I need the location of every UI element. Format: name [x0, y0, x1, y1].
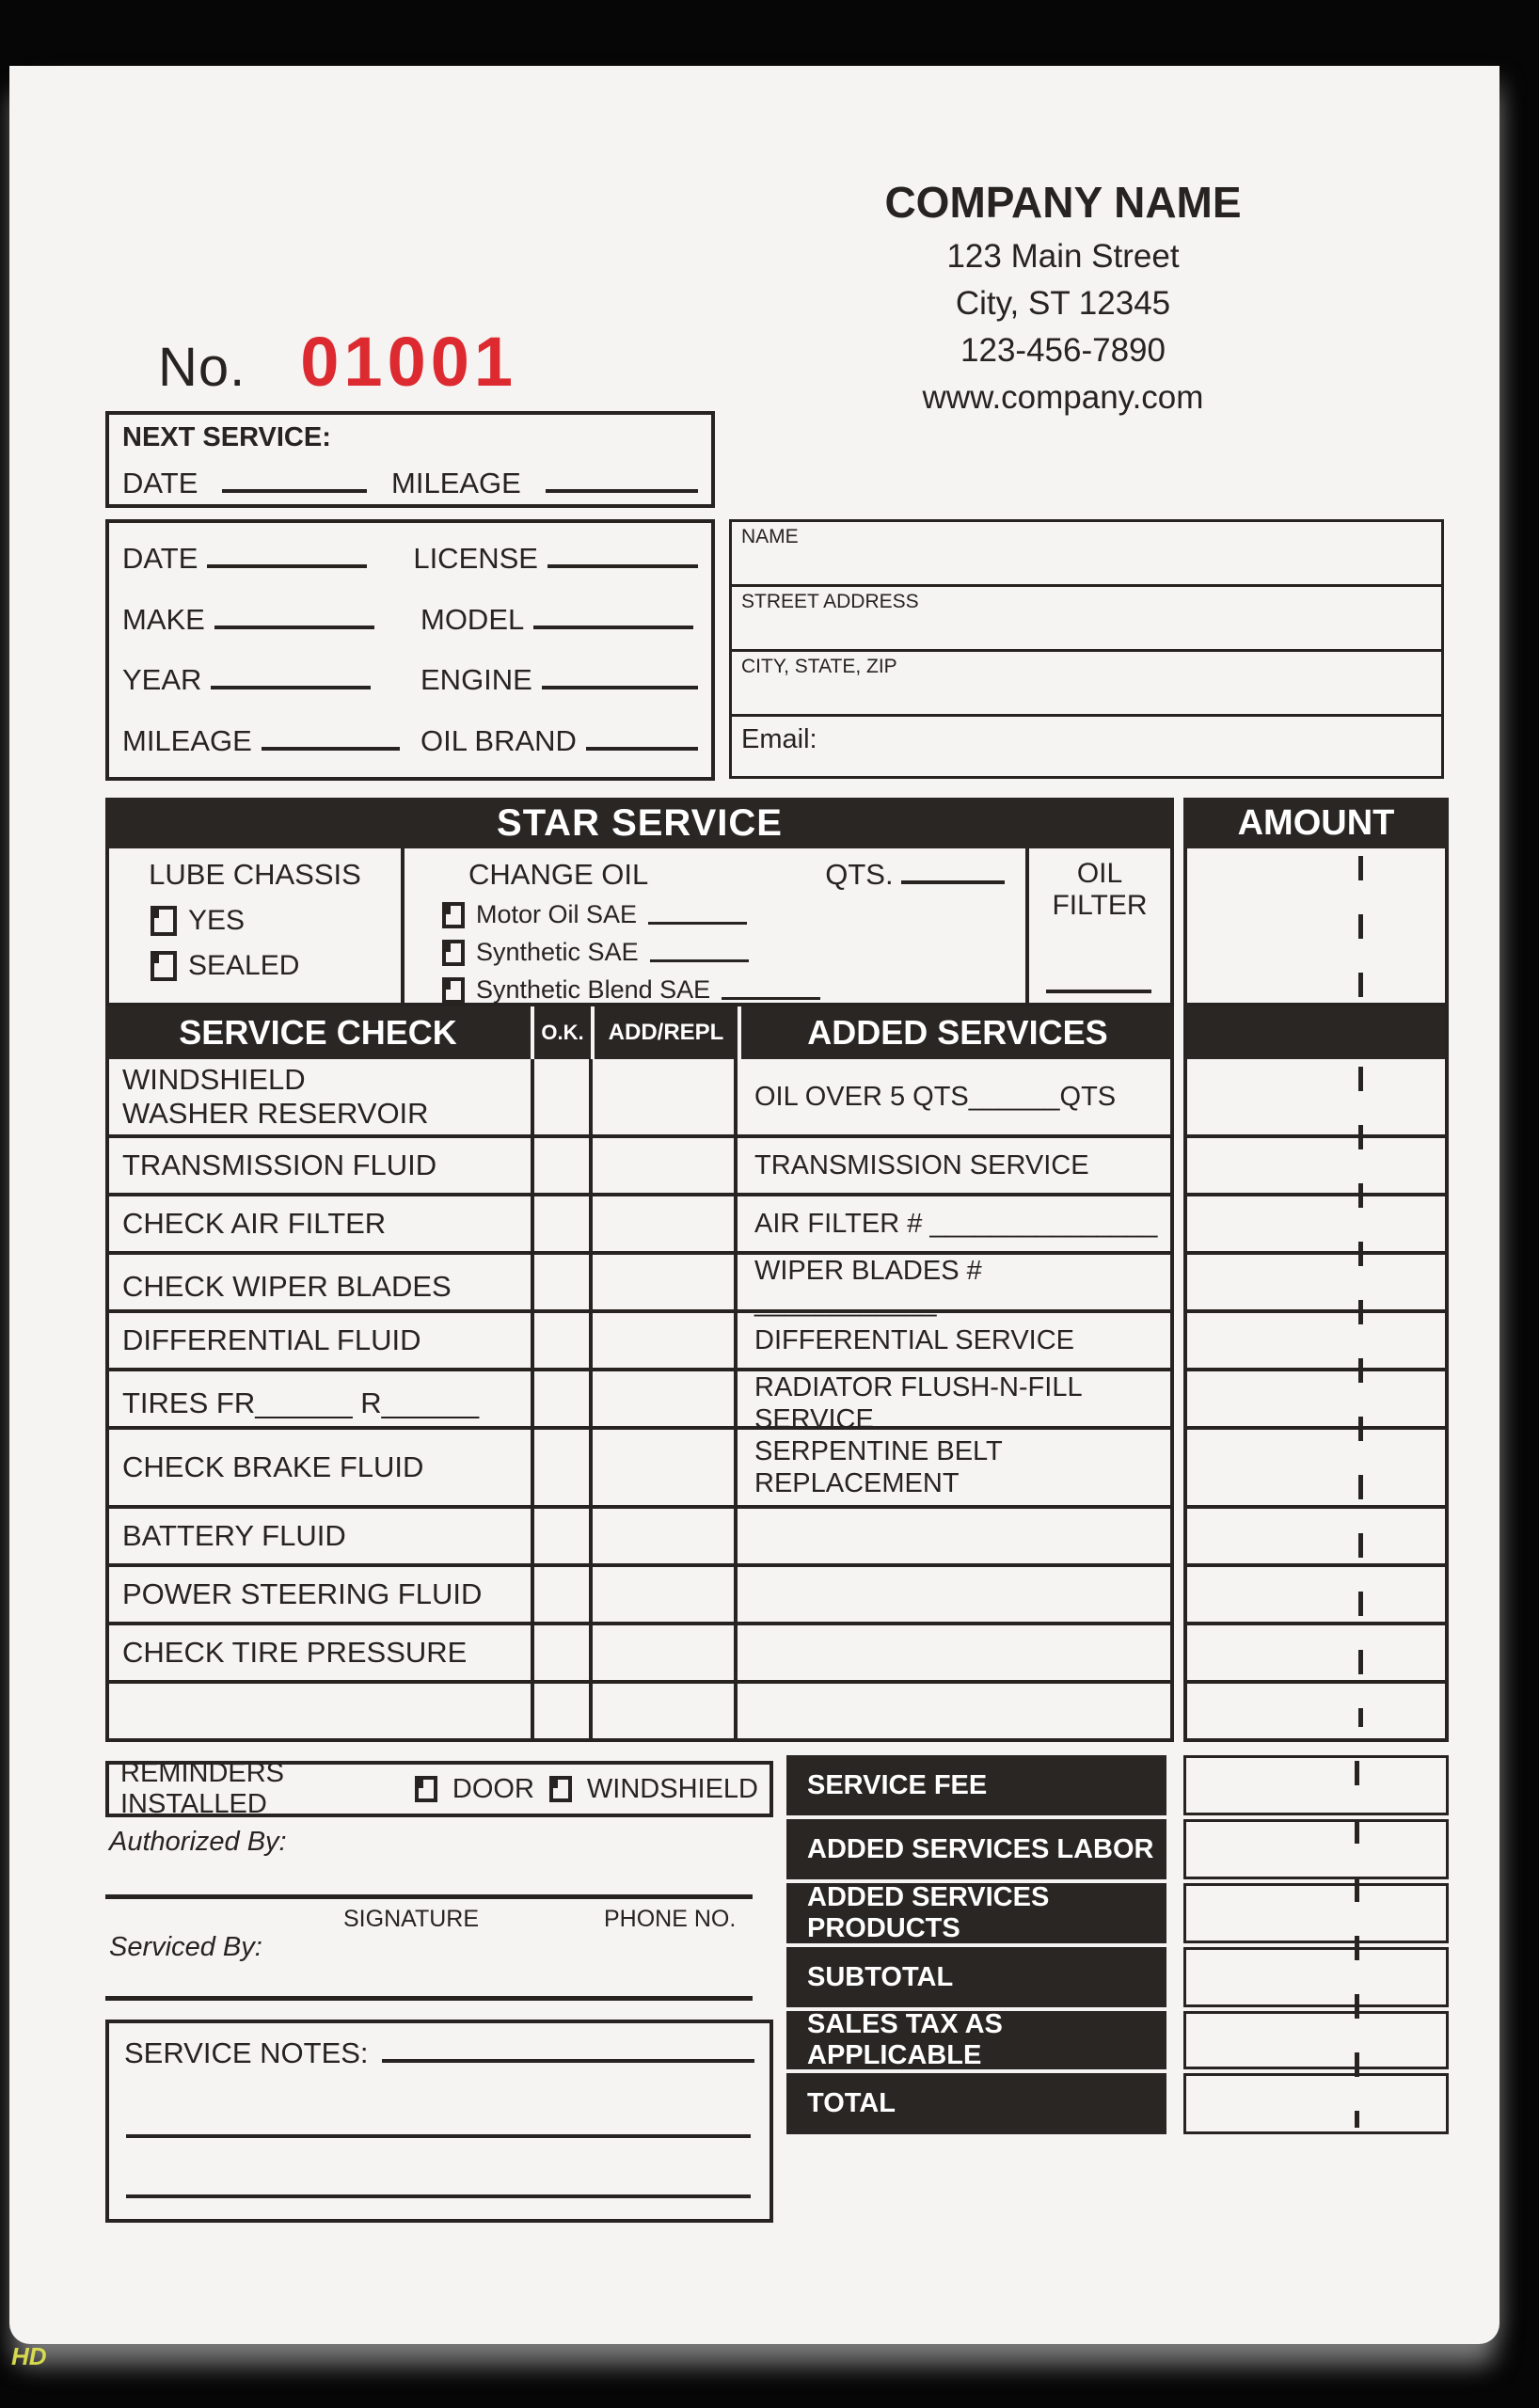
amount-cell: [1187, 1371, 1445, 1430]
customer-street-cell: STREET ADDRESS: [729, 584, 1444, 649]
added-service-label: [738, 1567, 1170, 1622]
next-service-date-field: [222, 468, 367, 493]
table-row: [109, 1509, 1170, 1567]
ok-cell: [534, 1567, 593, 1622]
amount-cell: [1187, 1138, 1445, 1196]
vehicle-engine-field: [542, 665, 698, 689]
qts-field: [901, 860, 1005, 884]
ticket-number-label: No.: [158, 337, 246, 398]
lube-chassis-title: LUBE CHASSIS: [149, 858, 361, 891]
check-item-label: BATTERY FLUID: [109, 1509, 534, 1563]
vehicle-year-field: [211, 665, 371, 689]
synthetic-field: [650, 943, 749, 962]
added-service-label: SERPENTINE BELT REPLACEMENT: [754, 1436, 1003, 1498]
ok-cell: [534, 1059, 593, 1134]
ok-cell: [534, 1371, 593, 1435]
add-repl-cell: [593, 1567, 738, 1622]
vehicle-date-field: [207, 544, 367, 568]
next-service-mileage-label: MILEAGE: [391, 467, 521, 499]
table-row: [109, 1138, 1170, 1196]
vehicle-row: [122, 650, 698, 711]
add-repl-cell: [593, 1059, 738, 1134]
amount-header-band: [1187, 1006, 1445, 1059]
notes-line: [126, 2194, 751, 2198]
next-service-date-label: DATE: [122, 467, 198, 499]
check-item-label: DIFFERENTIAL FLUID: [109, 1313, 534, 1368]
motor-oil-checkbox: [442, 902, 465, 928]
table-row: [109, 1059, 1170, 1138]
total-row-label: SERVICE FEE: [786, 1755, 1166, 1815]
totals-labels: [786, 1755, 1166, 2134]
serviced-by-label: Serviced By:: [109, 1932, 262, 1962]
hd-watermark: HD: [11, 2342, 47, 2370]
vehicle-oil-brand-field: [586, 726, 698, 751]
total-row-label: SALES TAX AS APPLICABLE: [786, 2011, 1166, 2069]
table-row: [109, 1313, 1170, 1371]
total-amount-cell: [1183, 2011, 1449, 2069]
table-row: [109, 1196, 1170, 1255]
added-service-label: RADIATOR FLUSH-N-FILL SERVICE: [754, 1372, 1082, 1434]
door-checkbox: [415, 1776, 437, 1802]
service-notes-field: [382, 2038, 754, 2063]
notes-line: [126, 2134, 751, 2138]
vehicle-info-box: [105, 519, 715, 781]
ticket-number-row: [158, 322, 517, 402]
total-amount-cell: [1183, 1755, 1449, 1815]
service-notes-box: [105, 2020, 773, 2223]
total-amount-cell: [1183, 2073, 1449, 2134]
check-item-label: TIRES FR______ R______: [109, 1371, 534, 1435]
company-website: www.company.com: [922, 379, 1204, 416]
synthetic-checkbox: [442, 940, 465, 966]
motor-oil-label: Motor Oil SAE: [476, 900, 638, 928]
check-item-label: [109, 1684, 534, 1738]
vehicle-mileage-label: MILEAGE: [122, 723, 252, 757]
add-repl-cell: [593, 1255, 738, 1319]
check-item-label: CHECK TIRE PRESSURE: [109, 1625, 534, 1680]
company-block: [818, 179, 1308, 421]
next-service-title: NEXT SERVICE:: [122, 422, 331, 452]
motor-oil-field: [648, 905, 747, 925]
table-row: [109, 1255, 1170, 1318]
check-item-label: CHECK BRAKE FLUID: [109, 1430, 534, 1505]
oil-filter-cell: [1029, 848, 1170, 1003]
add-repl-column-header: ADD/REPL: [595, 1006, 738, 1059]
ok-cell: [534, 1625, 593, 1680]
added-service-label: DIFFERENTIAL SERVICE: [754, 1325, 1075, 1355]
star-service-body: [105, 848, 1174, 1006]
lube-chassis-cell: [109, 848, 405, 1003]
check-item-label: POWER STEERING FLUID: [109, 1567, 534, 1622]
total-row-label: SUBTOTAL: [786, 1947, 1166, 2007]
ok-cell: [534, 1196, 593, 1251]
vehicle-make-field: [214, 605, 374, 629]
lube-yes-checkbox: [151, 906, 177, 936]
synthetic-blend-label: Synthetic Blend SAE: [476, 975, 711, 1004]
service-check-header: [105, 1006, 1174, 1059]
totals-amounts: [1183, 1755, 1449, 2134]
add-repl-cell: [593, 1371, 738, 1435]
customer-city-cell: CITY, STATE, ZIP: [729, 649, 1444, 714]
lube-sealed-checkbox: [151, 951, 177, 981]
ok-cell: [534, 1138, 593, 1193]
added-service-label: OIL OVER 5 QTS______QTS: [754, 1082, 1117, 1112]
cents-divider-line: [1358, 1067, 1363, 1727]
company-city: City, ST 12345: [955, 285, 1171, 322]
synthetic-blend-checkbox: [442, 977, 465, 1004]
company-street: 123 Main Street: [946, 238, 1180, 275]
signature-line: [105, 1894, 753, 1899]
service-notes-label: SERVICE NOTES:: [124, 2036, 369, 2069]
table-row: [109, 1371, 1170, 1434]
amount-cell: [1187, 1684, 1445, 1738]
vehicle-year-label: YEAR: [122, 663, 202, 697]
authorized-by-label: Authorized By:: [109, 1827, 287, 1857]
change-oil-title: CHANGE OIL: [468, 858, 649, 891]
table-row: [109, 1567, 1170, 1625]
vehicle-date-label: DATE: [122, 542, 198, 576]
add-repl-cell: [593, 1138, 738, 1193]
add-repl-cell: [593, 1196, 738, 1251]
added-service-label: [738, 1509, 1170, 1563]
ok-cell: [534, 1684, 593, 1738]
amount-column: [1183, 848, 1449, 1742]
vehicle-model-label: MODEL: [420, 602, 525, 636]
check-item-label: CHECK WIPER BLADES: [109, 1255, 534, 1319]
added-service-label: WIPER BLADES # ____________: [754, 1256, 982, 1318]
total-amount-cell: [1183, 1819, 1449, 1879]
ok-column-header: O.K.: [534, 1006, 591, 1059]
total-row-label: ADDED SERVICES PRODUCTS: [786, 1883, 1166, 1943]
ok-cell: [534, 1430, 593, 1505]
star-service-header: STAR SERVICE: [105, 798, 1174, 848]
total-row-label: ADDED SERVICES LABOR: [786, 1819, 1166, 1879]
ok-cell: [534, 1313, 593, 1368]
table-row: [109, 1625, 1170, 1684]
serviced-by-line: [105, 1996, 753, 2001]
added-service-label: [738, 1684, 1170, 1738]
service-check-table: [105, 1059, 1174, 1742]
total-row-label: TOTAL: [786, 2073, 1166, 2134]
ok-cell: [534, 1255, 593, 1319]
amount-cell: [1187, 1313, 1445, 1371]
total-amount-cell: [1183, 1947, 1449, 2007]
vehicle-make-label: MAKE: [122, 602, 205, 636]
windshield-checkbox: [549, 1776, 572, 1802]
oil-filter-title: OIL FILTER: [1052, 858, 1148, 921]
amount-cell: [1187, 1196, 1445, 1255]
cents-divider-line: [1358, 856, 1363, 999]
windshield-label: WINDSHIELD: [586, 1773, 758, 1804]
customer-email-cell: Email:: [729, 714, 1444, 779]
form-page: [9, 66, 1499, 2344]
reminders-box: [105, 1758, 773, 1819]
added-service-label: AIR FILTER # _______________: [754, 1209, 1158, 1239]
next-service-mileage-field: [546, 468, 698, 493]
synthetic-label: Synthetic SAE: [476, 938, 639, 966]
check-item-label: WINDSHIELD WASHER RESERVOIR: [122, 1063, 429, 1130]
check-item-label: CHECK AIR FILTER: [109, 1196, 534, 1251]
next-service-box: [105, 411, 715, 508]
amount-cell: [1187, 1567, 1445, 1625]
vehicle-row: [122, 529, 698, 590]
add-repl-cell: [593, 1509, 738, 1563]
customer-info-box: [729, 519, 1444, 779]
table-row: [109, 1684, 1170, 1738]
amount-cell: [1187, 1255, 1445, 1313]
vehicle-oil-brand-label: OIL BRAND: [420, 723, 577, 757]
door-label: DOOR: [452, 1773, 534, 1804]
add-repl-cell: [593, 1430, 738, 1505]
change-oil-cell: [405, 848, 1029, 1003]
phone-caption: PHONE NO.: [604, 1906, 737, 1932]
vehicle-row: [122, 590, 698, 651]
company-name: COMPANY NAME: [884, 178, 1242, 227]
add-repl-cell: [593, 1625, 738, 1680]
amount-cell: [1187, 1509, 1445, 1567]
signature-caption: SIGNATURE: [343, 1906, 479, 1932]
qts-label: QTS.: [825, 858, 894, 891]
customer-name-cell: NAME: [729, 519, 1444, 584]
amount-cell: [1187, 1059, 1445, 1138]
company-phone: 123-456-7890: [960, 332, 1166, 369]
lube-yes-label: YES: [188, 905, 246, 936]
ticket-number-value: 01001: [300, 323, 518, 401]
vehicle-license-field: [547, 544, 698, 568]
vehicle-engine-label: ENGINE: [420, 663, 532, 697]
vehicle-model-field: [533, 605, 693, 629]
amount-cell: [1187, 1430, 1445, 1509]
synthetic-blend-field: [722, 980, 820, 1000]
added-service-label: TRANSMISSION SERVICE: [754, 1150, 1089, 1180]
amount-cell: [1187, 848, 1445, 1006]
vehicle-row: [122, 711, 698, 772]
total-amount-cell: [1183, 1883, 1449, 1943]
table-row: [109, 1430, 1170, 1509]
added-service-label: [738, 1625, 1170, 1680]
reminders-label: REMINDERS INSTALLED: [120, 1758, 285, 1819]
check-item-label: TRANSMISSION FLUID: [109, 1138, 534, 1193]
amount-header: AMOUNT: [1183, 798, 1449, 848]
cents-divider-line: [1355, 1761, 1359, 2128]
amount-cell: [1187, 1625, 1445, 1684]
add-repl-cell: [593, 1313, 738, 1368]
service-check-title: SERVICE CHECK: [105, 1006, 531, 1059]
lube-sealed-label: SEALED: [188, 950, 300, 981]
added-services-header: ADDED SERVICES: [741, 1006, 1174, 1059]
add-repl-cell: [593, 1684, 738, 1738]
vehicle-license-label: LICENSE: [413, 542, 538, 576]
ok-cell: [534, 1509, 593, 1563]
vehicle-mileage-field: [262, 726, 400, 751]
oil-filter-field: [1046, 969, 1151, 993]
